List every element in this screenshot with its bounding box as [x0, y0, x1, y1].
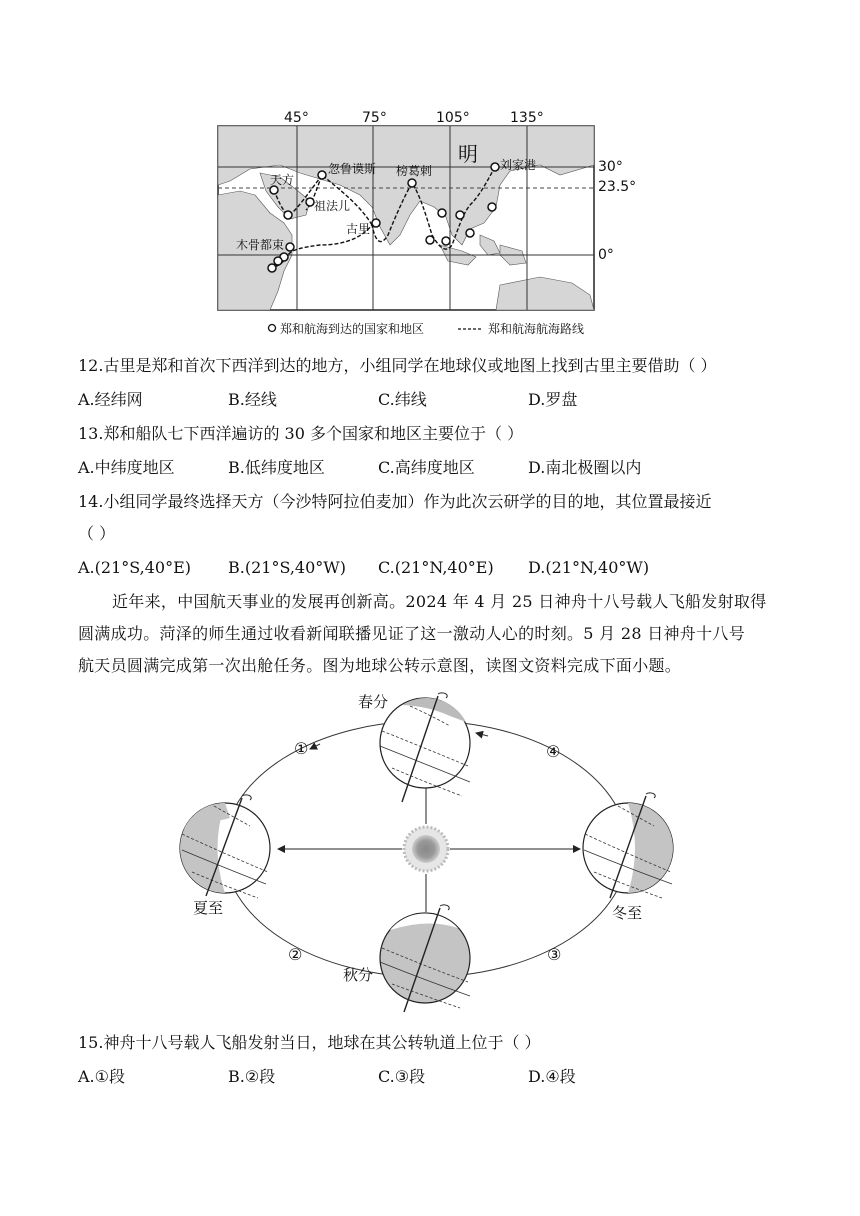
- q13-option-d[interactable]: D.南北极圈以内: [528, 458, 642, 477]
- q14-option-a[interactable]: A.(21°S,40°E): [78, 558, 191, 577]
- label-segment-3: ③: [547, 945, 562, 964]
- q12-option-c[interactable]: C.纬线: [378, 390, 427, 409]
- place-label-guli: 古里: [346, 222, 371, 236]
- q12-option-d[interactable]: D.罗盘: [528, 390, 578, 409]
- label-segment-4: ④: [546, 742, 561, 761]
- q15-option-c[interactable]: C.③段: [378, 1067, 426, 1086]
- q14-option-c[interactable]: C.(21°N,40°E): [378, 558, 494, 577]
- globe-spring-equinox: [380, 693, 470, 802]
- lat-label-0: 0°: [598, 247, 614, 263]
- place-label-mugudushu: 木骨都束: [236, 238, 285, 252]
- earth-orbit-diagram: [170, 686, 690, 1026]
- place-label-banggela: 榜葛剌: [396, 164, 433, 178]
- question-13-stem: 13.郑和船队七下西洋遍访的 30 多个国家和地区主要位于（ ）: [78, 424, 524, 443]
- q15-option-a[interactable]: A.①段: [78, 1067, 125, 1086]
- lon-label-45: 45°: [284, 110, 309, 126]
- q14-option-d[interactable]: D.(21°N,40°W): [528, 558, 650, 577]
- q15-option-b[interactable]: B.②段: [228, 1067, 276, 1086]
- q15-option-d[interactable]: D.④段: [528, 1067, 576, 1086]
- zhenghe-route-map: [200, 95, 660, 350]
- place-label-tianfang: 天方: [270, 173, 295, 187]
- question-15-stem: 15.神舟十八号载人飞船发射当日，地球在其公转轨道上位于（ ）: [78, 1033, 541, 1052]
- legend-stop-icon: [269, 325, 276, 332]
- label-winter-solstice: 冬至: [612, 904, 643, 922]
- q14-option-b[interactable]: B.(21°S,40°W): [228, 558, 346, 577]
- passage-line-3: 航天员圆满完成第一次出舱任务。图为地球公转示意图，读图文资料完成下面小题。: [78, 656, 682, 675]
- lon-label-75: 75°: [362, 110, 387, 126]
- question-12-stem: 12.古里是郑和首次下西洋到达的地方，小组同学在地球仪或地图上找到古里主要借助（ ）: [78, 356, 717, 375]
- sun-icon: [404, 827, 448, 871]
- lat-label-23-5: 23.5°: [598, 179, 637, 195]
- q13-option-a[interactable]: A.中纬度地区: [78, 458, 175, 477]
- globe-summer-solstice: [180, 795, 270, 898]
- q12-option-b[interactable]: B.经线: [228, 390, 277, 409]
- q13-option-c[interactable]: C.高纬度地区: [378, 458, 475, 477]
- label-autumn-equinox: 秋分: [343, 966, 374, 984]
- label-segment-1: ①: [294, 739, 309, 758]
- country-label-ming: 明: [458, 142, 478, 166]
- globe-winter-solstice: [583, 793, 673, 898]
- passage-line-1: 近年来，中国航天事业的发展再创新高。2024 年 4 月 25 日神舟十八号载人飞船发射取得: [112, 592, 767, 611]
- globe-autumn-equinox: [380, 905, 470, 1012]
- q12-option-a[interactable]: A.经纬网: [78, 390, 143, 409]
- legend-route-label: 郑和航海航海路线: [488, 322, 585, 336]
- q13-option-b[interactable]: B.低纬度地区: [228, 458, 325, 477]
- legend-stop-label: 郑和航海到达的国家和地区: [280, 322, 425, 336]
- question-14-stem-cont: （ ）: [78, 524, 116, 543]
- question-14-stem: 14.小组同学最终选择天方（今沙特阿拉伯麦加）作为此次云研学的目的地，其位置最接近: [78, 492, 712, 511]
- passage-line-2: 圆满成功。菏泽的师生通过收看新闻联播见证了这一激动人心的时刻。5 月 28 日神舟十八号: [78, 624, 745, 643]
- label-segment-2: ②: [288, 945, 303, 964]
- place-label-zufaer: 祖法儿: [314, 199, 351, 213]
- lon-label-135: 135°: [510, 110, 544, 126]
- place-label-liujiagang: 刘家港: [500, 158, 537, 172]
- label-spring-equinox: 春分: [358, 693, 389, 711]
- label-summer-solstice: 夏至: [193, 899, 224, 917]
- lat-label-30: 30°: [598, 159, 623, 175]
- lon-label-105: 105°: [436, 110, 470, 126]
- place-label-hulumosi: 忽鲁谟斯: [328, 162, 377, 176]
